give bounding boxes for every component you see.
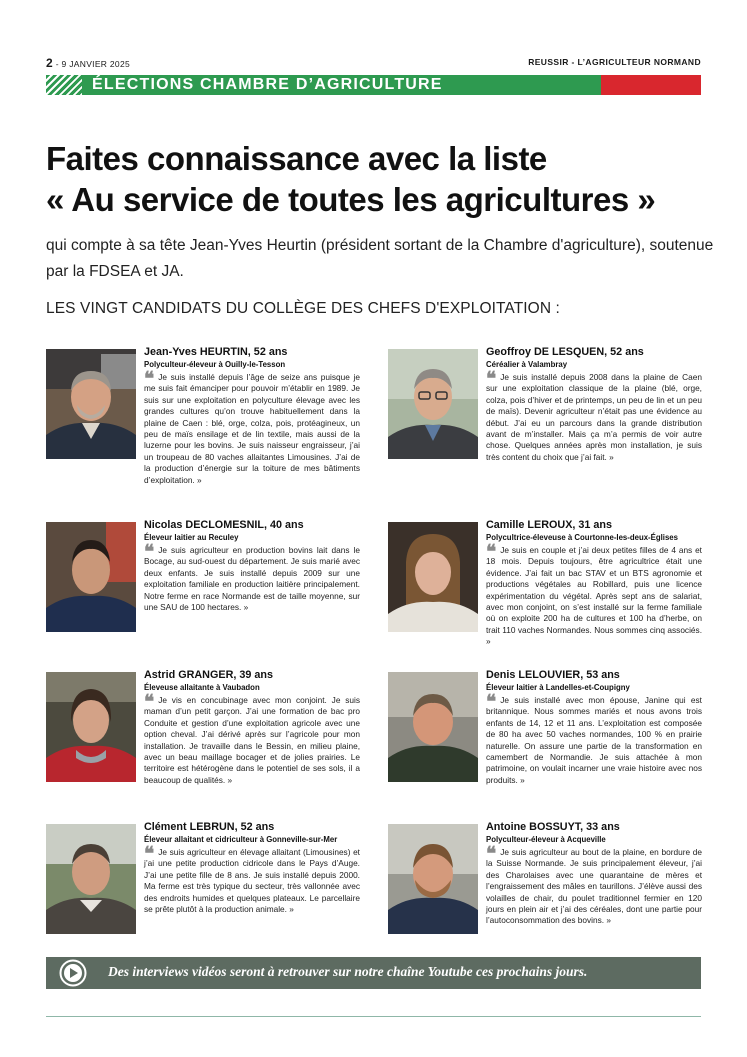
standfirst: qui compte à sa tête Jean-Yves Heurtin (président sortant de la Chambre d'agriculture), soutenue par la FDSEA et JA. [46,237,714,280]
issue-date: - 9 JANVIER 2025 [55,59,130,69]
candidate-text [144,346,360,486]
portrait-icon [388,672,478,782]
portrait-icon [46,672,136,782]
candidate-role: Éleveur laitier au Reculey [144,533,239,542]
quote-icon: ❝ [486,843,497,865]
quote-icon: ❝ [486,368,497,390]
play-icon [58,959,88,987]
candidate-photo [46,349,136,459]
quote-icon: ❝ [486,541,497,563]
candidate-text [486,519,702,648]
candidate-name: Jean-Yves HEURTIN, 52 ans [144,346,288,358]
quote-icon: ❝ [486,691,497,713]
candidate-text [144,669,360,786]
headline-line-2: « Au service de toutes les agricultures » [46,181,656,218]
headline-line-1: Faites connaissance avec la liste [46,140,547,177]
quote-icon: ❝ [144,541,155,563]
candidate-name: Nicolas DECLOMESNIL, 40 ans [144,519,304,531]
candidate-statement: ❝ Je suis agriculteur en élevage allaitant (Limousines) et j’ai une petite production cidricole dans le Pays d’Auge. J’ai une petite fille de 8 ans. Je suis installé depuis 2000. Ma ferme est très typique du secteur, très vallonnée avec des endroits humides et quelques plateaux. Le parcellaire se prête plutôt à la production animale. » [144,843,360,915]
candidate-photo [388,349,478,459]
portrait-icon [388,349,478,459]
footer-text: Des interviews vidéos seront à retrouver sur notre chaîne Youtube ces prochains jours. [108,964,588,979]
candidate-photo [46,522,136,632]
college-heading: LES VINGT CANDIDATS DU COLLÈGE DES CHEFS D'EXPLOITATION : [46,300,560,317]
page-header [46,56,701,70]
banner-stripes [46,75,82,95]
candidate-photo [388,824,478,934]
section-title: ÉLECTIONS CHAMBRE D’AGRICULTURE [92,76,443,93]
bottom-divider [46,1016,701,1017]
quote-icon: ❝ [144,691,155,713]
candidate-role: Polyculteur-éleveur à Acqueville [486,835,606,844]
section-banner [46,75,701,95]
candidate-name: Camille LEROUX, 31 ans [486,519,613,531]
portrait-icon [46,522,136,632]
publication-name: REUSSIR - L’AGRICULTEUR NORMAND [528,57,701,67]
candidate-text [486,821,702,927]
candidate-statement: ❝ Je suis installé avec mon épouse, Janine qui est britannique. Nous sommes mariés et nous avons trois enfants de 14, 12 et 11 ans. L’exploitation est composée de 80 ha avec 50 vaches normandes, 100 % en prairie naturelle. On assure une partie de la transformation en camembert de Normandie. Je suis attachée à mon patrimoine, on voulait incarner une vraie histoire avec nos produits. » [486,691,702,785]
portrait-icon [388,522,478,632]
candidate-photo [46,824,136,934]
quote-icon: ❝ [144,368,155,390]
candidate-text [144,821,360,915]
candidate-statement: ❝ Je suis agriculteur en production bovins lait dans le Bocage, au sud-ouest du département. Je suis marié avec deux enfants. Je suis installé depuis 2009 sur une exploitation familiale en production laitière principalement. Notre ferme en race Normande est de taille moyenne, sur une SAU de 100 hectares. » [144,541,360,613]
candidate-statement: ❝ Je suis installé depuis 2008 dans la plaine de Caen sur une exploitation classique de la plaine (blé, orge, colza, pois d’hiver et de printemps, un peu de lin et un peu de maïs). Devenir agriculteur n’était pas une évidence au début. J’ai eu un parcours dans la grande distribution avant de m’installer. Mais ça m’a permis de voir autre chose. Quelques années après mon installation, je suis très content du choix que j’ai fait. » [486,368,702,462]
quote-icon: ❝ [144,843,155,865]
candidate-role: Polycultrice-éleveuse à Courtonne-les-deux-Églises [486,533,678,542]
candidate-statement: ❝ Je vis en concubinage avec mon conjoint. Je suis maman d’un petit garçon. J’ai une formation de bac pro Conduite et gestion d’une exploitation agricole avec une option cheval. J’ai dérivé après sur l’agricole pour mon installation. Je travaille dans le Bessin, en milieu plaine, avec un beau maillage bocager et de jolies prairies. Le territoire est hétérogène dans le potentiel de ses sols, il a beaucoup de qualités. » [144,691,360,785]
portrait-icon [46,349,136,459]
candidate-text [486,346,702,463]
candidate-role: Éleveuse allaitante à Vaubadon [144,683,260,692]
headline [46,138,716,220]
candidate-photo [388,672,478,782]
candidate-name: Denis LELOUVIER, 53 ans [486,669,620,681]
candidate-statement: ❝ Je suis en couple et j’ai deux petites filles de 4 ans et 18 mois. Depuis toujours, être agricultrice était une évidence. J’ai fait un bac STAV et un BTS agronomie et productions végétales au Robillard, puis une licence expérimentation du végétal. Après sept ans de salariat, avec mon conjoint, on s’est installé sur la ferme familiale où on exploite 200 ha de cultures et 100 ha d’herbe, on trait 110 vaches Normandes. Nous sommes cinq associés. » [486,541,702,647]
candidate-statement: ❝ Je suis installé depuis l’âge de seize ans puisque je me suis fait émanciper pour pouvoir m’établir en 1989. Je suis sur une exploitation en polyculture élevage avec les grandes cultures qu’on trouve habituellement dans la plaine de Caen : blé, orge, colza, pois, protéagineux, un peu de maïs ensilage et de lin textile, mais aussi de la luzerne pour les bovins. Je suis naisseur engraisseur, j’ai un troupeau de 80 vaches allaitantes Limousines. J’ai de la production d’énergie sur la toiture de mes bâtiments d’exploitation. » [144,368,360,485]
youtube-footer-bar [46,957,701,989]
candidate-role: Éleveur allaitant et cidriculteur à Gonneville-sur-Mer [144,835,338,844]
banner-red-band [601,75,701,95]
candidate-name: Antoine BOSSUYT, 33 ans [486,821,620,833]
candidate-name: Clément LEBRUN, 52 ans [144,821,275,833]
candidate-photo [46,672,136,782]
portrait-icon [46,824,136,934]
candidate-text [144,519,360,613]
candidate-name: Geoffroy DE LESQUEN, 52 ans [486,346,644,358]
candidate-name: Astrid GRANGER, 39 ans [144,669,273,681]
candidate-photo [388,522,478,632]
page-number-date [46,56,130,70]
candidate-role: Céréalier à Valambray [486,360,568,369]
page-number: 2 [46,56,53,70]
candidate-role: Éleveur laitier à Landelles-et-Coupigny [486,683,630,692]
candidate-statement: ❝ Je suis agriculteur au bout de la plaine, en bordure de la Suisse Normande. Je suis principalement éleveur, j’ai des Charolaises avec une quarantaine de mères et l’engraissement des mâles en taurillons. J’élève aussi des volailles de chair, du poulet traditionnel fermier en 120 jours en plein air et j’ai des céréales, dont une partie pour l’autoconsommation des bovins. » [486,843,702,926]
portrait-icon [388,824,478,934]
candidate-role: Polyculteur-éleveur à Ouilly-le-Tesson [144,360,286,369]
candidate-text [486,669,702,786]
